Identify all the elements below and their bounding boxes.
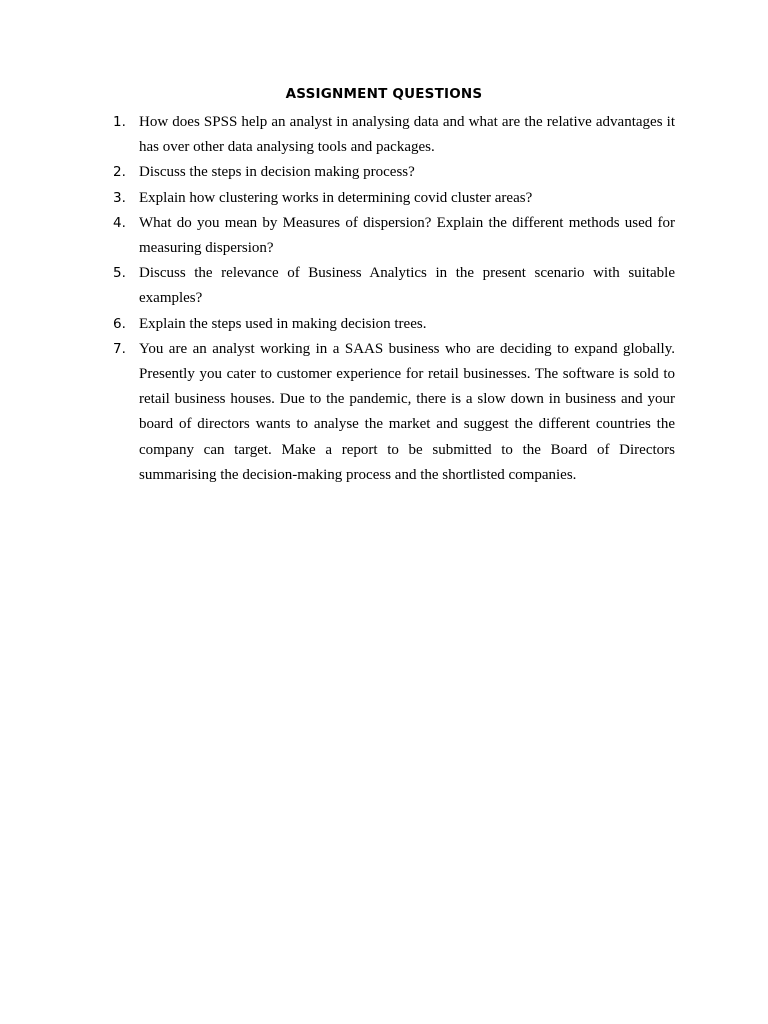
question-list — [113, 110, 675, 488]
question-number: 6. — [113, 315, 126, 332]
question-text: Discuss the relevance of Business Analytics in the present scenario with suitable examples? — [139, 265, 675, 307]
question-number: 1. — [113, 114, 126, 130]
question-number: 5. — [113, 265, 126, 282]
question-item — [113, 160, 675, 185]
question-number: 2. — [113, 164, 126, 181]
question-text: You are an analyst working in a SAAS business who are deciding to expand globally. Presently you cater to customer experience for retail businesses. The software is sold to retail business houses. Due to the pandemic, there is a slow down in business and your board of directors wants to analyse the market and suggest the different countries the company can target. Make a report to be submitted to the Board of Directors summarising the decision-making process and the shortlisted companies. — [139, 340, 675, 483]
document-title: ASSIGNMENT QUESTIONS — [285, 86, 483, 102]
question-item — [113, 186, 675, 211]
question-text: Discuss the steps in decision making process? — [139, 164, 415, 181]
question-text: Explain the steps used in making decision trees. — [139, 315, 427, 332]
question-item — [113, 312, 675, 337]
question-item — [113, 261, 675, 311]
question-number: 7. — [113, 340, 126, 357]
question-text: Explain how clustering works in determining covid cluster areas? — [139, 189, 533, 206]
question-text: How does SPSS help an analyst in analysing data and what are the relative advantages it has over other data analysing tools and packages. — [139, 114, 675, 156]
question-item — [113, 211, 675, 261]
question-item — [113, 110, 675, 160]
question-text: What do you mean by Measures of dispersion? Explain the different methods used for measuring dispersion? — [139, 214, 675, 257]
question-number: 3. — [113, 189, 126, 206]
question-number: 4. — [113, 214, 126, 231]
question-item — [113, 337, 675, 488]
